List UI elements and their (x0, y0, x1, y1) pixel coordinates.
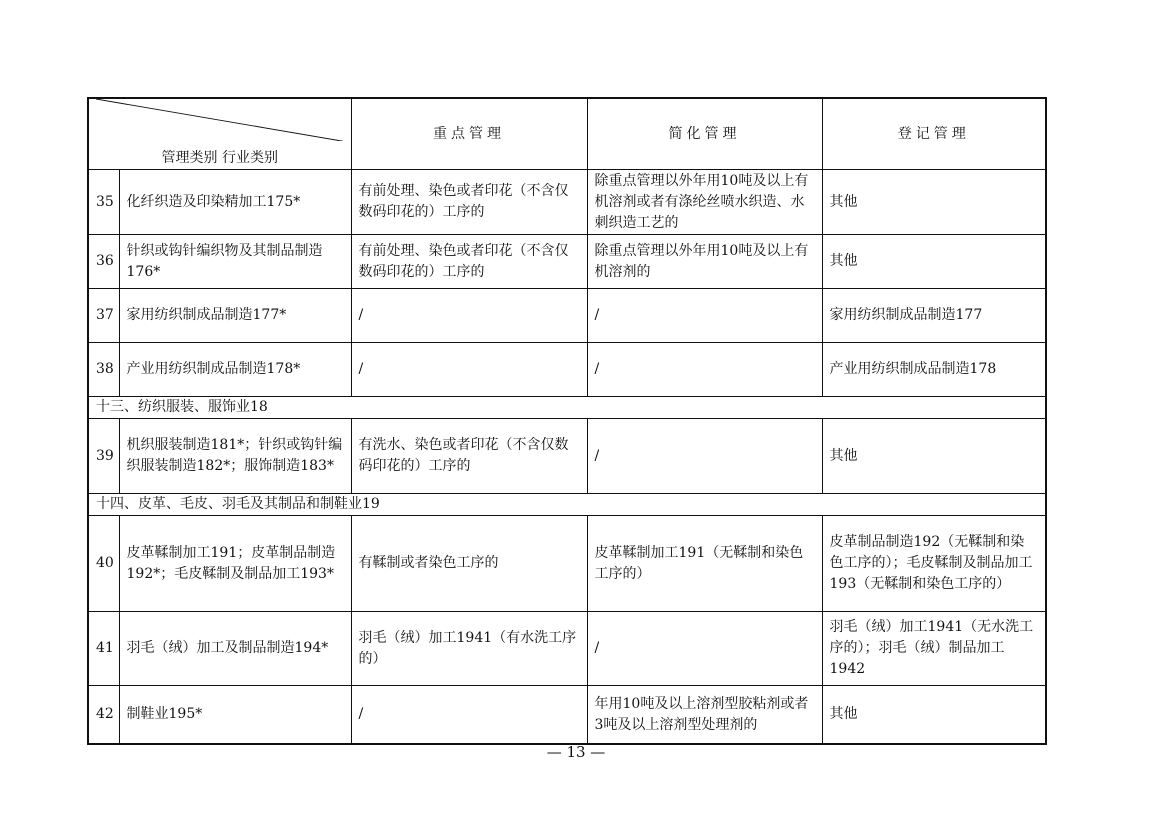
simplified-management-cell: / (587, 289, 822, 343)
industry-cell: 家用纺织制成品制造177* (119, 289, 351, 343)
table-row (88, 612, 1046, 686)
key-management-cell: 有洗水、染色或者印花（不含仅数码印花的）工序的 (351, 419, 587, 494)
registration-management-cell: 其他 (822, 419, 1046, 494)
section-row (88, 397, 1046, 419)
simplified-management-cell: 年用10吨及以上溶剂型胶粘剂或者3吨及以上溶剂型处理剂的 (587, 686, 822, 744)
registration-management-cell: 其他 (822, 686, 1046, 744)
management-category-label: 管理类别 (161, 150, 218, 167)
industry-cell: 化纤织造及印染精加工175* (119, 170, 351, 235)
industry-cell: 产业用纺织制成品制造178* (119, 343, 351, 397)
row-number: 40 (88, 516, 119, 612)
simplified-management-cell: 皮革鞣制加工191（无鞣制和染色工序的） (587, 516, 822, 612)
row-number: 41 (88, 612, 119, 686)
industry-category-label: 行业类别 (221, 150, 278, 167)
page-number: — 13 — (546, 743, 606, 761)
industry-cell: 皮革鞣制加工191；皮革制品制造192*；毛皮鞣制及制品加工193* (119, 516, 351, 612)
registration-management-header: 登记管理 (822, 98, 1046, 170)
simplified-management-cell: 除重点管理以外年用10吨及以上有机溶剂的 (587, 235, 822, 289)
table-row (88, 289, 1046, 343)
table-row (88, 516, 1046, 612)
key-management-cell: / (351, 686, 587, 744)
table-row (88, 235, 1046, 289)
table-row (88, 170, 1046, 235)
simplified-management-cell: / (587, 419, 822, 494)
key-management-cell: 有前处理、染色或者印花（不含仅数码印花的）工序的 (351, 170, 587, 235)
simplified-management-cell: / (587, 343, 822, 397)
row-number: 35 (88, 170, 119, 235)
simplified-management-cell: / (587, 612, 822, 686)
row-number: 36 (88, 235, 119, 289)
key-management-cell: 有前处理、染色或者印花（不含仅数码印花的）工序的 (351, 235, 587, 289)
registration-management-cell: 家用纺织制成品制造177 (822, 289, 1046, 343)
registration-management-cell: 皮革制品制造192（无鞣制和染色工序的）；毛皮鞣制及制品加工193（无鞣制和染色工序的） (822, 516, 1046, 612)
key-management-cell: 羽毛（绒）加工1941（有水洗工序的） (351, 612, 587, 686)
registration-management-cell: 其他 (822, 235, 1046, 289)
table-row (88, 343, 1046, 397)
row-number: 37 (88, 289, 119, 343)
key-management-cell: 有鞣制或者染色工序的 (351, 516, 587, 612)
table-row (88, 419, 1046, 494)
section-row (88, 494, 1046, 516)
diagonal-header-cell (88, 98, 351, 170)
key-management-header: 重点管理 (351, 98, 587, 170)
row-number: 42 (88, 686, 119, 744)
section-heading: 十三、纺织服装、服饰业18 (88, 397, 1046, 419)
row-number: 38 (88, 343, 119, 397)
simplified-management-cell: 除重点管理以外年用10吨及以上有机溶剂或者有涤纶丝喷水织造、水刺织造工艺的 (587, 170, 822, 235)
management-table (87, 97, 1047, 745)
industry-cell: 制鞋业195* (119, 686, 351, 744)
row-number: 39 (88, 419, 119, 494)
registration-management-cell: 羽毛（绒）加工1941（无水洗工序的）；羽毛（绒）制品加工1942 (822, 612, 1046, 686)
key-management-cell: / (351, 289, 587, 343)
industry-cell: 机织服装制造181*；针织或钩针编织服装制造182*；服饰制造183* (119, 419, 351, 494)
industry-cell: 针织或钩针编织物及其制品制造176* (119, 235, 351, 289)
diagonal-line (96, 99, 343, 141)
key-management-cell: / (351, 343, 587, 397)
section-heading: 十四、皮革、毛皮、羽毛及其制品和制鞋业19 (88, 494, 1046, 516)
table-header-row (88, 98, 1046, 170)
table-row (88, 686, 1046, 744)
simplified-management-header: 简化管理 (587, 98, 822, 170)
registration-management-cell: 其他 (822, 170, 1046, 235)
industry-cell: 羽毛（绒）加工及制品制造194* (119, 612, 351, 686)
registration-management-cell: 产业用纺织制成品制造178 (822, 343, 1046, 397)
